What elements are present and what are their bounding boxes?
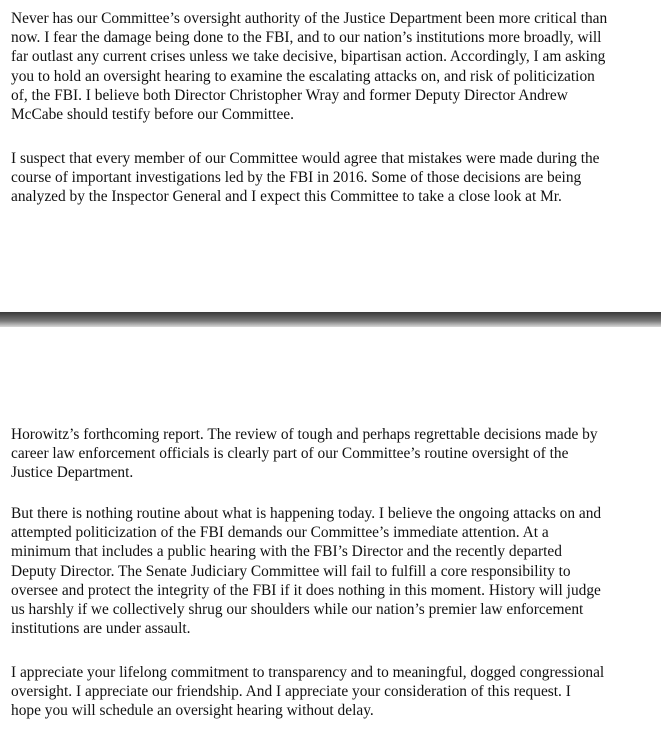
paragraph-appreciation <box>11 663 657 721</box>
text-line: us harshly if we collectively shrug our shoulders while our nation’s premier law enforcement <box>11 600 584 618</box>
text-line: oversee and protect the integrity of the FBI if it does nothing in this moment. History will judge <box>11 581 601 599</box>
paragraph-nothing-routine <box>11 504 657 638</box>
text-line: oversight. I appreciate our friendship. And I appreciate your consideration of this request. I <box>11 683 571 701</box>
letter-page-top <box>0 0 661 312</box>
text-line: you to hold an oversight hearing to examine the escalating attacks on, and risk of politicization <box>11 67 595 85</box>
paragraph-horowitz-report <box>11 425 657 483</box>
text-line: hope you will schedule an oversight hearing without delay. <box>11 702 374 720</box>
text-line: minimum that includes a public hearing with the FBI’s Director and the recently departed <box>11 543 562 561</box>
paragraph-committee-oversight <box>11 9 657 124</box>
text-line: Deputy Director. The Senate Judiciary Committee will fail to fulfill a core responsibility to <box>11 562 571 580</box>
text-line: Never has our Committee’s oversight authority of the Justice Department been more critical than <box>11 10 608 27</box>
text-line: I appreciate your lifelong commitment to transparency and to meaningful, dogged congressional <box>11 664 605 681</box>
text-line: Justice Department. <box>11 464 134 482</box>
text-line: far outlast any current crises unless we take decisive, bipartisan action. Accordingly, I am asking <box>11 48 606 66</box>
text-line: career law enforcement officials is clearly part of our Committee’s routine oversight of the <box>11 445 569 463</box>
text-line: attempted politicization of the FBI demands our Committee’s immediate attention. At a <box>11 524 549 542</box>
text-line: course of important investigations led by the FBI in 2016. Some of those decisions are being <box>11 169 582 187</box>
text-line: of, the FBI. I believe both Director Christopher Wray and former Deputy Director Andrew <box>11 86 568 104</box>
paragraph-mistakes-2016 <box>11 149 657 207</box>
text-line: McCabe should testify before our Committee. <box>11 105 294 123</box>
text-line: institutions are under assault. <box>11 620 191 638</box>
text-line: Horowitz’s forthcoming report. The review of tough and perhaps regrettable decisions made by <box>11 426 598 443</box>
text-line: I suspect that every member of our Committee would agree that mistakes were made during the <box>11 150 600 167</box>
text-line: But there is nothing routine about what is happening today. I believe the ongoing attacks on and <box>11 505 602 522</box>
letter-page-bottom <box>0 327 661 740</box>
page-break-divider <box>0 312 661 327</box>
text-line: now. I fear the damage being done to the FBI, and to our nation’s institutions more broadly, will <box>11 29 602 47</box>
text-line: analyzed by the Inspector General and I expect this Committee to take a close look at Mr. <box>11 188 562 206</box>
